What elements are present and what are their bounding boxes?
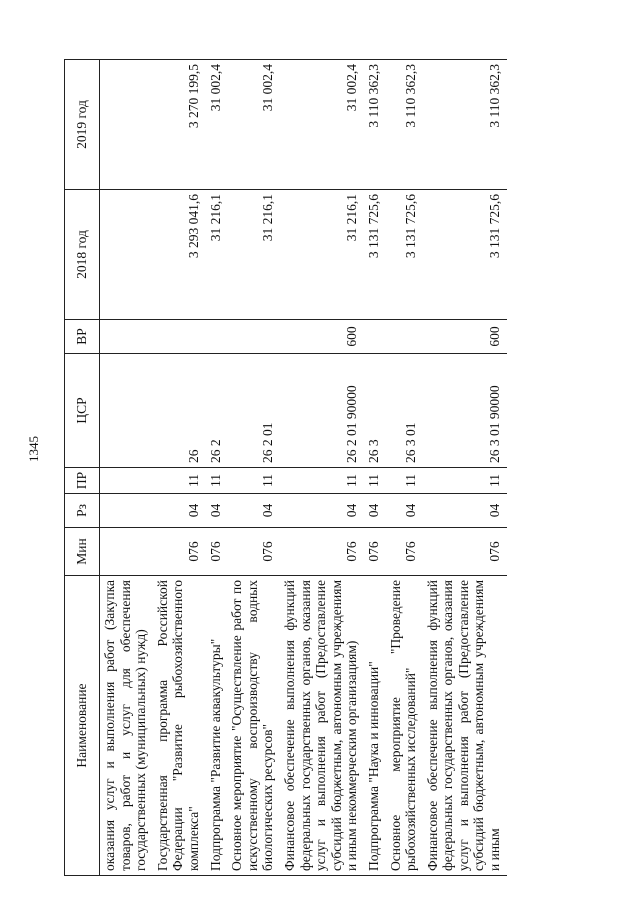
- row-min: 076: [153, 528, 206, 576]
- row-2018: 31 216,1: [206, 190, 228, 320]
- row-pr: [100, 468, 153, 494]
- header-rz: Рз: [65, 494, 100, 528]
- row-pr: 11: [364, 468, 386, 494]
- row-rz: 04: [227, 494, 280, 528]
- budget-table: [64, 59, 507, 876]
- row-csr: 26: [153, 354, 206, 468]
- row-csr: 26 2: [206, 354, 228, 468]
- row-2019: 31 002,4: [206, 60, 228, 190]
- header-pr: ПР: [65, 468, 100, 494]
- row-2019: 3 110 362,3: [364, 60, 386, 190]
- row-2018: 3 131 725,6: [364, 190, 386, 320]
- row-pr: 11: [423, 468, 507, 494]
- row-2019: [100, 60, 153, 190]
- row-2019: 3 270 199,5: [153, 60, 206, 190]
- row-min: [100, 528, 153, 576]
- row-min: 076: [280, 528, 364, 576]
- row-vr: [386, 320, 423, 354]
- row-rz: 04: [386, 494, 423, 528]
- row-2019: 3 110 362,3: [423, 60, 507, 190]
- header-2019: 2019 год: [65, 60, 100, 190]
- table-header-row: [65, 60, 100, 876]
- row-rz: 04: [423, 494, 507, 528]
- row-csr: 26 3: [364, 354, 386, 468]
- row-pr: 11: [206, 468, 228, 494]
- table-row: [206, 60, 228, 876]
- row-csr: 26 3 01 90000: [423, 354, 507, 468]
- rotated-table-wrapper: [64, 60, 588, 876]
- row-name: Основное мероприятие "Проведение рыбохозяйственных исследований": [386, 576, 423, 876]
- row-vr: [100, 320, 153, 354]
- row-rz: [100, 494, 153, 528]
- row-2018: 3 293 041,6: [153, 190, 206, 320]
- row-2018: 31 216,1: [227, 190, 280, 320]
- row-vr: [227, 320, 280, 354]
- table-row: [280, 60, 364, 876]
- row-vr: [364, 320, 386, 354]
- row-vr: 600: [280, 320, 364, 354]
- row-pr: 11: [227, 468, 280, 494]
- row-name: Финансовое обеспечение выполнения функций федеральных государственных органов, оказания услуг и выполнения работ (Предоставление субсидий бюджетным, автономным учреждениям и иным некоммерческим организациям): [280, 576, 364, 876]
- row-name: Подпрограмма "Наука и инновации": [364, 576, 386, 876]
- header-2018: 2018 год: [65, 190, 100, 320]
- row-csr: 26 2 01 90000: [280, 354, 364, 468]
- row-2018: 31 216,1: [280, 190, 364, 320]
- row-2018: 3 131 725,6: [423, 190, 507, 320]
- page-number: 1345: [26, 436, 41, 462]
- table-row: [100, 60, 153, 876]
- row-name: оказания услуг и выполнения работ (Закупка товаров, работ и услуг для обеспечения государственных (муниципальных) нужд): [100, 576, 153, 876]
- row-vr: 600: [423, 320, 507, 354]
- table-row: [423, 60, 507, 876]
- row-csr: 26 2 01: [227, 354, 280, 468]
- row-pr: 11: [386, 468, 423, 494]
- row-2018: 3 131 725,6: [386, 190, 423, 320]
- row-2018: [100, 190, 153, 320]
- row-rz: 04: [280, 494, 364, 528]
- row-min: 076: [423, 528, 507, 576]
- row-rz: 04: [153, 494, 206, 528]
- table-row: [227, 60, 280, 876]
- row-2019: 31 002,4: [280, 60, 364, 190]
- header-min: Мин: [65, 528, 100, 576]
- row-csr: [100, 354, 153, 468]
- header-name: Наименование: [65, 576, 100, 876]
- row-pr: 11: [280, 468, 364, 494]
- row-min: 076: [227, 528, 280, 576]
- row-2019: 3 110 362,3: [386, 60, 423, 190]
- row-rz: 04: [364, 494, 386, 528]
- row-min: 076: [364, 528, 386, 576]
- row-name: Финансовое обеспечение выполнения функций федеральных государственных органов, оказания услуг и выполнения работ (Предоставление субсидий бюджетным, автономным учреждениям и иным: [423, 576, 507, 876]
- table-row: [386, 60, 423, 876]
- row-name: Основное мероприятие "Осуществление работ по искусственному воспроизводству водных биологических ресурсов": [227, 576, 280, 876]
- row-name: Подпрограмма "Развитие аквакультуры": [206, 576, 228, 876]
- row-min: 076: [386, 528, 423, 576]
- table-row: [153, 60, 206, 876]
- row-name: Государственная программа Российской Федерации "Развитие рыбохозяйственного комплекса": [153, 576, 206, 876]
- row-2019: 31 002,4: [227, 60, 280, 190]
- row-csr: 26 3 01: [386, 354, 423, 468]
- header-vr: ВР: [65, 320, 100, 354]
- row-min: 076: [206, 528, 228, 576]
- row-vr: [153, 320, 206, 354]
- table-row: [364, 60, 386, 876]
- row-pr: 11: [153, 468, 206, 494]
- header-csr: ЦСР: [65, 354, 100, 468]
- row-rz: 04: [206, 494, 228, 528]
- row-vr: [206, 320, 228, 354]
